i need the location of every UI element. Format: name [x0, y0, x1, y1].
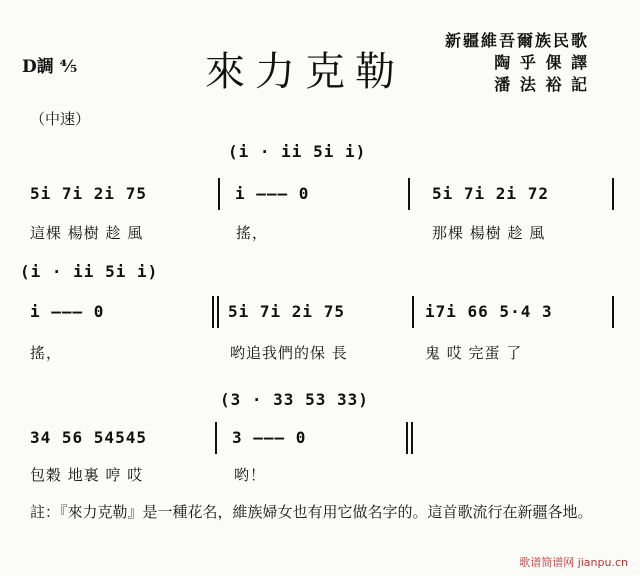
row1-lyrics-b: 搖， [236, 224, 269, 242]
barline-double [217, 296, 219, 328]
row2-lyrics-b: 哟追我們的保 長 [230, 344, 348, 362]
row3-lyrics-a: 包穀 地裏 哼 哎 [30, 466, 144, 484]
barline [412, 296, 414, 328]
row1-lyrics-a: 這棵 楊樹 趁 風 [30, 224, 144, 242]
barline [218, 178, 220, 210]
key-signature: D調 ⅘ [22, 57, 78, 77]
row3-lyrics-b: 哟！ [234, 466, 267, 484]
row1-lyrics-c: 那棵 楊樹 趁 風 [432, 224, 546, 242]
row1-notes-c: 5i 7i 2i 72 [432, 184, 549, 203]
footnote: 註：『來力克勒』是一種花名，維族婦女也有用它做名字的。這首歌流行在新疆各地。 [30, 503, 593, 521]
barline [612, 178, 614, 210]
watermark: 歌谱简谱网 jianpu.cn [519, 556, 628, 569]
row2-lyrics-c: 鬼 哎 完蛋 了 [425, 344, 523, 362]
barline-end [406, 422, 408, 454]
row1-notes-a: 5i 7i 2i 75 [30, 184, 147, 203]
row2-notes-b: 5i 7i 2i 75 [228, 302, 345, 321]
row1-bracket-notes: (i · ii 5i i) [228, 142, 367, 161]
row2-bracket-notes: (i · ii 5i i) [20, 262, 159, 281]
tempo-marking: （中速） [30, 110, 91, 128]
row1-notes-b: i ——— 0 [235, 184, 310, 203]
credit-translator: 陶 乎 倮 譯 [494, 53, 590, 72]
barline [215, 422, 217, 454]
credit-recorder: 潘 法 裕 記 [494, 75, 590, 94]
song-title: 來力克勒 [205, 49, 405, 95]
row3-notes-b: 3 ——— 0 [232, 428, 307, 447]
barline [408, 178, 410, 210]
row2-notes-c: i7i 66 5·4 3 [425, 302, 553, 321]
row3-notes-a: 34 56 54545 [30, 428, 147, 447]
barline [612, 296, 614, 328]
row2-notes-a: i ——— 0 [30, 302, 105, 321]
row2-lyrics-a: 搖， [30, 344, 63, 362]
credits [445, 30, 589, 96]
barline-end [411, 422, 413, 454]
row3-bracket-notes: (3 · 33 53 33) [220, 390, 369, 409]
credit-origin: 新疆維吾爾族民歌 [445, 31, 590, 50]
barline-double [212, 296, 214, 328]
